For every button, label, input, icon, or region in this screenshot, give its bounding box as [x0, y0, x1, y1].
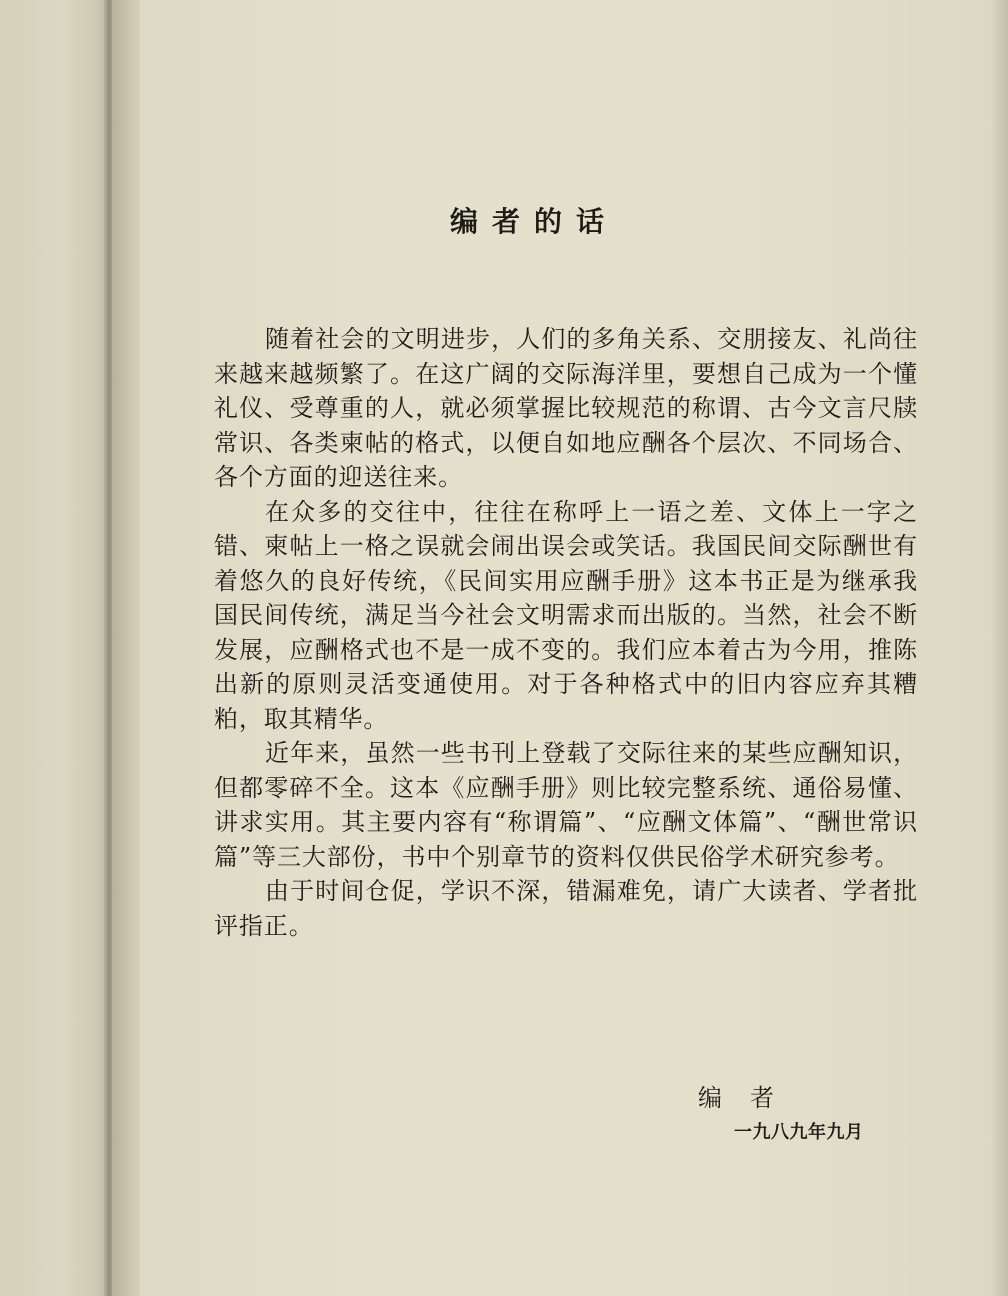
- paragraph-1: 随着社会的文明进步，人们的多角关系、交朋接友、礼尚往来越来越频繁了。在这广阔的交际海洋里，要想自己成为一个懂礼仪、受尊重的人，就必须掌握比较规范的称谓、古今文言尺牍常识、各类柬帖的格式，以便自如地应酬各个层次、不同场合、各个方面的迎送往来。: [214, 325, 918, 491]
- paragraph-2: 在众多的交往中，往往在称呼上一语之差、文体上一字之错、柬帖上一格之误就会闹出误会或笑话。我国民间交际酬世有着悠久的良好传统，《民间实用应酬手册》这本书正是为继承我国民间传统，满足当今社会文明需求而出版的。当然，社会不断发展，应酬格式也不是一成不变的。我们应本着古为今用，推陈出新的原则灵活变通使用。对于各种格式中的旧内容应弃其糟粕，取其精华。: [214, 497, 918, 733]
- date: 一九八九年九月: [734, 1122, 864, 1143]
- body-text: [214, 322, 918, 943]
- left-page: [0, 0, 112, 1296]
- page-title: 编者的话: [450, 205, 619, 238]
- signature: 编者: [698, 1084, 802, 1112]
- paragraph-4: 由于时间仓促，学识不深，错漏难免，请广大读者、学者批评指正。: [214, 877, 918, 940]
- paragraph-3: 近年来，虽然一些书刊上登载了交际往来的某些应酬知识，但都零碎不全。这本《应酬手册》则比较完整系统、通俗易懂、讲求实用。其主要内容有“称谓篇”、“应酬文体篇”、“酬世常识篇”等三大部份，书中个别章节的资料仅供民俗学术研究参考。: [214, 739, 918, 871]
- right-page-edge: [990, 0, 1008, 1296]
